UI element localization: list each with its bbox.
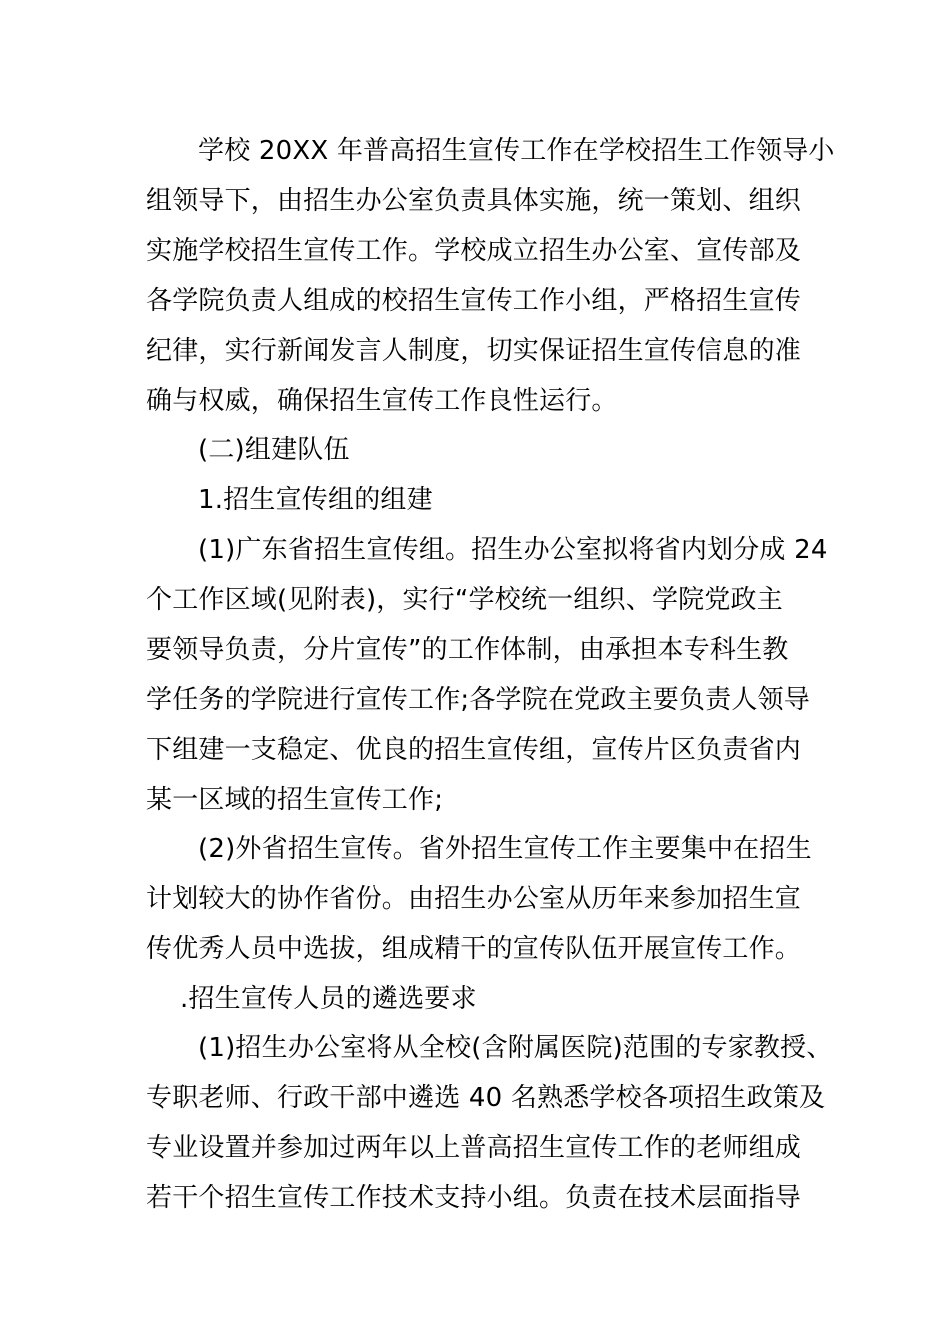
paragraph-line: 要领导负责，分片宣传”的工作体制，由承担本专科生教 (146, 635, 789, 665)
subsection-heading: 1.招生宣传组的组建 (198, 485, 433, 515)
paragraph-line: 组领导下，由招生办公室负责具体实施，统一策划、组织 (146, 186, 802, 216)
paragraph-line: 学任务的学院进行宣传工作;各学院在党政主要负责人领导 (146, 685, 810, 715)
paragraph-line: 纪律，实行新闻发言人制度，切实保证招生宣传信息的准 (146, 336, 802, 366)
paragraph-line: 某一区域的招生宣传工作; (146, 785, 444, 815)
paragraph-line: 专业设置并参加过两年以上普高招生宣传工作的老师组成 (146, 1133, 802, 1163)
paragraph-line: (2)外省招生宣传。省外招生宣传工作主要集中在招生 (198, 834, 812, 864)
paragraph-line: 专职老师、行政干部中遴选 40 名熟悉学校各项招生政策及 (146, 1083, 826, 1113)
paragraph-line: 实施学校招生宣传工作。学校成立招生办公室、宣传部及 (146, 236, 802, 266)
paragraph-line: 计划较大的协作省份。由招生办公室从历年来参加招生宣 (146, 884, 802, 914)
paragraph-line: 若干个招生宣传工作技术支持小组。负责在技术层面指导 (146, 1183, 802, 1213)
paragraph-line: 学校 20XX 年普高招生宣传工作在学校招生工作领导小 (198, 136, 835, 166)
paragraph-line: (1)招生办公室将从全校(含附属医院)范围的专家教授、 (198, 1033, 833, 1063)
paragraph-line: 确与权威，确保招生宣传工作良性运行。 (146, 386, 618, 416)
subsection-heading: .招生宣传人员的遴选要求 (180, 984, 477, 1014)
paragraph-line: (1)广东省招生宣传组。招生办公室拟将省内划分成 24 (198, 535, 828, 565)
paragraph-line: 传优秀人员中选拔，组成精干的宣传队伍开展宣传工作。 (146, 934, 802, 964)
section-heading: (二)组建队伍 (198, 435, 350, 465)
paragraph-line: 各学院负责人组成的校招生宣传工作小组，严格招生宣传 (146, 286, 802, 316)
paragraph-line: 个工作区域(见附表)，实行“学校统一组织、学院党政主 (146, 585, 783, 615)
paragraph-line: 下组建一支稳定、优良的招生宣传组，宣传片区负责省内 (146, 735, 802, 765)
